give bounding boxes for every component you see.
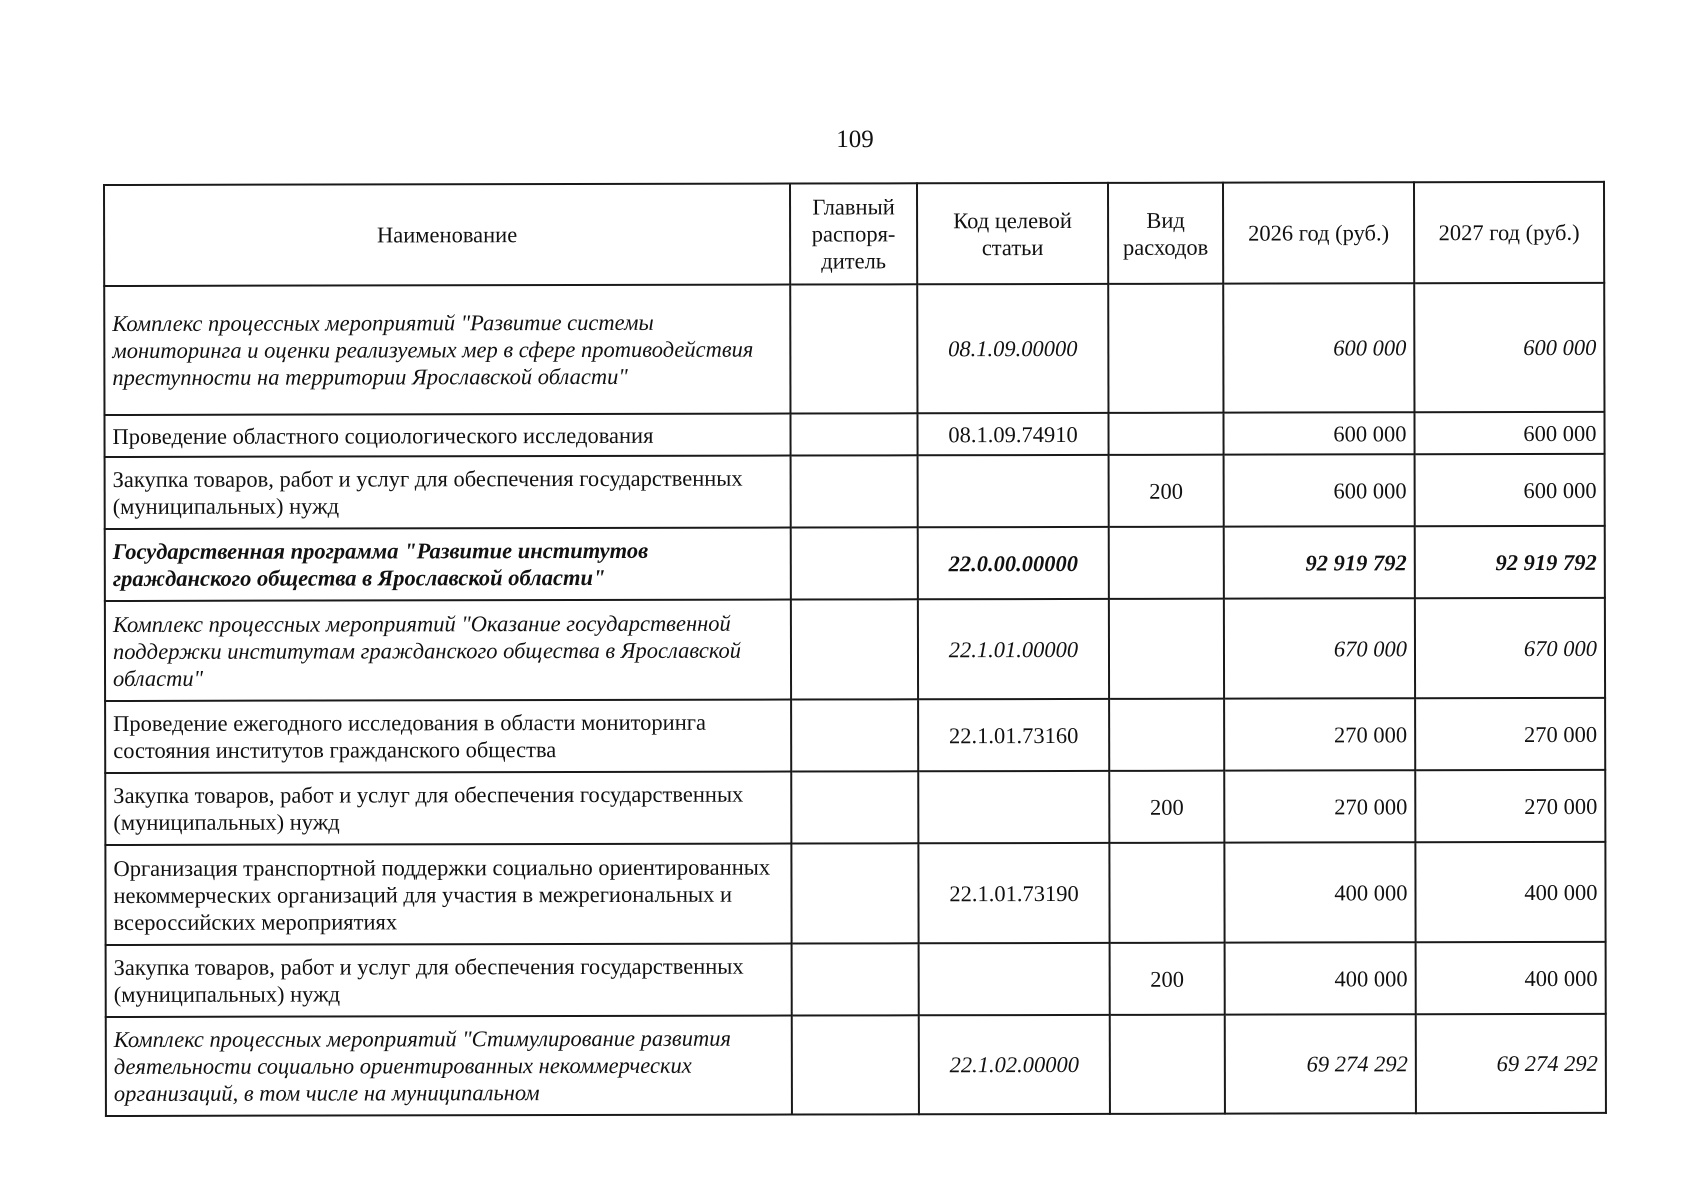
table-row: [105, 770, 1605, 845]
cell-y2026: 670 000: [1224, 598, 1415, 698]
cell-y2026: 400 000: [1225, 942, 1416, 1014]
cell-code: 22.1.01.00000: [918, 599, 1109, 699]
cell-y2027: 600 000: [1415, 454, 1605, 526]
cell-kind: [1109, 599, 1224, 699]
table-row: [104, 283, 1604, 415]
table-row: [106, 1014, 1606, 1116]
cell-code: 22.0.00.00000: [918, 527, 1109, 599]
cell-manager: [791, 771, 918, 843]
cell-y2027: 600 000: [1414, 412, 1604, 454]
cell-manager: [790, 413, 917, 455]
cell-y2026: 270 000: [1224, 698, 1415, 770]
cell-code: [918, 771, 1109, 843]
table-row: [105, 698, 1605, 773]
cell-y2026: 600 000: [1223, 283, 1414, 412]
header-2027: 2027 год (руб.): [1414, 182, 1604, 283]
cell-name: Закупка товаров, работ и услуг для обеспечения государственных (муниципальных) нужд: [105, 456, 791, 529]
cell-kind: [1108, 413, 1223, 455]
header-name: Наименование: [104, 184, 790, 286]
cell-code: 08.1.09.00000: [917, 284, 1108, 413]
cell-manager: [791, 455, 918, 527]
cell-manager: [791, 527, 918, 599]
cell-manager: [790, 284, 917, 413]
cell-name: Проведение ежегодного исследования в области мониторинга состояния институтов гражданского общества: [105, 700, 791, 773]
table-row: [104, 412, 1604, 457]
cell-kind: 200: [1109, 771, 1224, 843]
cell-name: Государственная программа "Развитие институтов гражданского общества в Ярославской области": [105, 528, 791, 601]
cell-kind: [1109, 699, 1224, 771]
cell-y2026: 400 000: [1224, 842, 1415, 942]
cell-kind: 200: [1110, 943, 1225, 1015]
cell-name: Комплекс процессных мероприятий "Развитие системы мониторинга и оценки реализуемых мер в сфере противодействия преступности на территории Ярославской области": [104, 285, 790, 415]
cell-code: 22.1.01.73190: [918, 843, 1109, 943]
cell-y2027: 92 919 792: [1415, 526, 1605, 598]
table-header-row: [104, 182, 1604, 286]
cell-y2027: 670 000: [1415, 598, 1605, 698]
budget-table: [103, 181, 1607, 1117]
cell-kind: [1108, 284, 1223, 413]
cell-y2027: 270 000: [1415, 698, 1605, 770]
header-2026: 2026 год (руб.): [1223, 182, 1414, 283]
header-code: Код целевой статьи: [917, 183, 1108, 284]
cell-manager: [791, 699, 918, 771]
cell-kind: [1109, 527, 1224, 599]
cell-y2026: 270 000: [1224, 770, 1415, 842]
header-kind: Вид расходов: [1108, 183, 1223, 284]
cell-code: 22.1.01.73160: [918, 699, 1109, 771]
cell-y2027: 600 000: [1414, 283, 1604, 412]
cell-manager: [792, 943, 919, 1015]
cell-y2027: 270 000: [1415, 770, 1605, 842]
cell-name: Проведение областного социологического исследования: [104, 414, 790, 457]
cell-name: Комплекс процессных мероприятий "Стимулирование развития деятельности социально ориентированных некоммерческих организаций, в том числе на муниципальном: [106, 1016, 792, 1116]
cell-y2027: 400 000: [1415, 842, 1605, 942]
cell-code: [919, 943, 1110, 1015]
header-manager: Главный распоря-дитель: [790, 183, 917, 284]
cell-y2027: 400 000: [1416, 942, 1606, 1014]
cell-manager: [792, 1015, 919, 1114]
page-number: 109: [836, 126, 874, 153]
cell-kind: [1110, 1015, 1225, 1114]
cell-y2026: 92 919 792: [1224, 526, 1415, 598]
cell-manager: [791, 843, 918, 943]
cell-y2026: 69 274 292: [1225, 1014, 1416, 1113]
cell-name: Закупка товаров, работ и услуг для обеспечения государственных (муниципальных) нужд: [106, 944, 792, 1017]
cell-code: [918, 455, 1109, 527]
cell-code: 22.1.02.00000: [919, 1015, 1110, 1114]
cell-y2026: 600 000: [1224, 454, 1415, 526]
table-row: [105, 454, 1605, 529]
cell-kind: [1109, 843, 1224, 943]
cell-name: Организация транспортной поддержки социально ориентированных некоммерческих организаций для участия в межрегиональных и всероссийских мероприятиях: [105, 844, 791, 945]
table-row: [105, 598, 1605, 701]
table-body: [104, 283, 1606, 1116]
cell-y2026: 600 000: [1223, 412, 1414, 454]
cell-code: 08.1.09.74910: [917, 413, 1108, 455]
cell-kind: 200: [1109, 455, 1224, 527]
cell-name: Комплекс процессных мероприятий "Оказание государственной поддержки институтам гражданского общества в Ярославской области": [105, 600, 791, 701]
cell-y2027: 69 274 292: [1416, 1014, 1606, 1113]
cell-name: Закупка товаров, работ и услуг для обеспечения государственных (муниципальных) нужд: [105, 772, 791, 845]
table-row: [105, 842, 1605, 945]
table-row: [105, 526, 1605, 601]
table-row: [106, 942, 1606, 1017]
cell-manager: [791, 599, 918, 699]
